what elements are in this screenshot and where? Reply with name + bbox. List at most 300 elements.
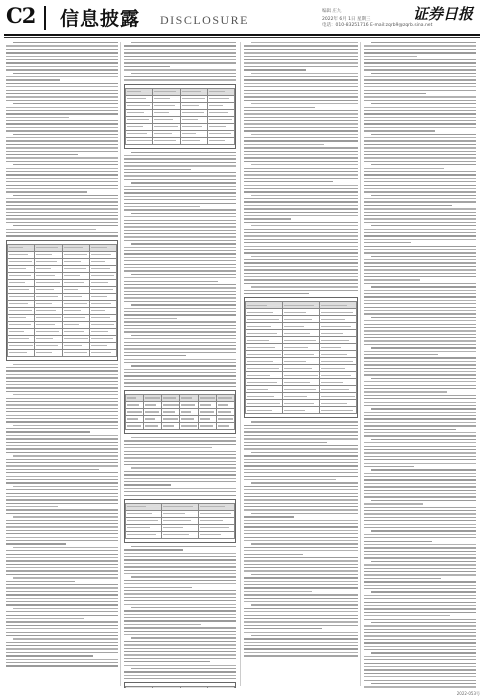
text-line bbox=[13, 134, 118, 135]
cell-text bbox=[64, 352, 87, 353]
text-line bbox=[364, 574, 476, 575]
text-line bbox=[6, 493, 118, 494]
text-line bbox=[13, 638, 118, 639]
table-cell bbox=[62, 321, 89, 328]
text-line bbox=[244, 242, 358, 243]
text-line bbox=[6, 652, 118, 653]
table-row bbox=[126, 415, 235, 422]
text-line bbox=[6, 587, 118, 588]
cell-text bbox=[163, 513, 185, 514]
body-text-block bbox=[6, 364, 118, 667]
masthead-contact: 电话：010-83251716 E-mail:zqrb9@zqrb.sina.net bbox=[322, 23, 433, 28]
table-cell bbox=[126, 102, 153, 109]
text-line bbox=[251, 225, 358, 226]
table-cell bbox=[62, 286, 89, 293]
text-line bbox=[364, 212, 476, 213]
text-line bbox=[244, 533, 358, 534]
text-line bbox=[244, 201, 358, 202]
table-cell bbox=[198, 531, 234, 538]
table-row bbox=[8, 342, 117, 349]
section-title-cn: 信息披露 bbox=[60, 8, 141, 30]
table-cell bbox=[198, 415, 216, 422]
table-cell bbox=[8, 293, 35, 300]
text-line bbox=[244, 540, 358, 541]
text-line bbox=[124, 240, 236, 241]
text-line bbox=[6, 648, 118, 649]
cell-text bbox=[154, 119, 173, 120]
text-line bbox=[124, 199, 236, 200]
table-cell bbox=[35, 335, 62, 342]
text-line bbox=[364, 632, 476, 633]
cell-text bbox=[163, 506, 193, 507]
text-line bbox=[364, 669, 476, 670]
table-cell bbox=[8, 279, 35, 286]
cell-text bbox=[284, 361, 306, 362]
cell-text bbox=[127, 520, 158, 521]
table-cell bbox=[126, 109, 153, 116]
table-row bbox=[126, 123, 235, 130]
text-line bbox=[364, 612, 476, 613]
text-line bbox=[124, 580, 236, 581]
table-cell bbox=[283, 316, 320, 323]
cell-text bbox=[209, 140, 225, 141]
text-line bbox=[6, 438, 118, 439]
cell-text bbox=[182, 140, 201, 141]
text-line bbox=[6, 496, 118, 497]
cell-text bbox=[321, 382, 343, 383]
table-cell bbox=[283, 351, 320, 358]
text-line bbox=[124, 301, 236, 302]
text-line bbox=[364, 673, 476, 674]
text-line bbox=[364, 642, 476, 643]
text-line bbox=[124, 604, 236, 605]
text-line bbox=[364, 337, 476, 338]
table-row bbox=[126, 687, 235, 688]
text-line bbox=[6, 476, 118, 477]
text-line bbox=[364, 191, 476, 192]
table-cell bbox=[180, 116, 207, 123]
table-row bbox=[246, 379, 357, 386]
text-line bbox=[6, 144, 118, 145]
table-cell bbox=[246, 386, 283, 393]
text-line bbox=[6, 570, 118, 571]
text-line bbox=[6, 550, 118, 551]
text-line bbox=[6, 222, 118, 223]
text-line bbox=[6, 513, 118, 514]
text-line bbox=[6, 110, 118, 111]
text-line bbox=[244, 459, 358, 460]
text-line bbox=[244, 462, 358, 463]
cell-text bbox=[218, 411, 231, 412]
cell-text bbox=[284, 347, 308, 348]
text-line bbox=[124, 79, 236, 80]
text-line bbox=[244, 428, 358, 429]
text-line bbox=[364, 66, 476, 67]
table-cell bbox=[153, 102, 180, 109]
text-line bbox=[364, 493, 476, 494]
text-line bbox=[251, 543, 358, 544]
text-line bbox=[6, 208, 118, 209]
table-cell bbox=[320, 344, 357, 351]
text-line bbox=[124, 345, 236, 346]
table-row bbox=[126, 116, 235, 123]
text-line bbox=[6, 212, 118, 213]
cell-text bbox=[91, 331, 108, 332]
text-line bbox=[244, 279, 358, 280]
text-line bbox=[364, 140, 476, 141]
cell-text bbox=[145, 411, 158, 412]
text-line bbox=[244, 52, 358, 53]
text-line bbox=[364, 307, 476, 308]
text-line bbox=[364, 517, 476, 518]
text-line bbox=[6, 655, 93, 656]
text-line bbox=[6, 181, 118, 182]
table-cell bbox=[198, 394, 216, 401]
body-text-block bbox=[244, 421, 358, 656]
text-line bbox=[124, 620, 236, 621]
table-cell bbox=[89, 300, 116, 307]
text-line bbox=[364, 157, 476, 158]
text-line bbox=[6, 469, 99, 470]
cell-text bbox=[36, 331, 59, 332]
cell-text bbox=[91, 275, 115, 276]
text-line bbox=[364, 374, 476, 375]
text-line bbox=[371, 347, 476, 348]
text-line bbox=[244, 83, 358, 84]
table-cell bbox=[320, 351, 357, 358]
cell-text bbox=[247, 319, 279, 320]
text-line bbox=[6, 540, 118, 541]
cell-text bbox=[284, 326, 304, 327]
table-cell bbox=[283, 365, 320, 372]
text-line bbox=[131, 182, 236, 183]
table-cell bbox=[162, 531, 198, 538]
text-line bbox=[131, 213, 236, 214]
text-line bbox=[244, 76, 358, 77]
text-line bbox=[251, 256, 358, 257]
table-row bbox=[126, 531, 235, 538]
cell-text bbox=[200, 534, 222, 535]
table-cell bbox=[126, 531, 162, 538]
text-line bbox=[6, 215, 118, 216]
text-line bbox=[371, 195, 476, 196]
text-line bbox=[124, 644, 236, 645]
cell-text bbox=[36, 261, 56, 262]
cell-text bbox=[154, 133, 171, 134]
text-line bbox=[6, 523, 118, 524]
text-line bbox=[124, 226, 236, 227]
table-cell bbox=[180, 401, 198, 408]
data-table bbox=[124, 390, 236, 434]
text-line bbox=[371, 622, 476, 623]
text-line bbox=[244, 198, 358, 199]
text-line bbox=[6, 93, 118, 94]
cell-text bbox=[247, 403, 280, 404]
text-line bbox=[124, 617, 236, 618]
text-line bbox=[13, 516, 118, 517]
text-line bbox=[364, 246, 476, 247]
text-line bbox=[124, 444, 236, 445]
text-line bbox=[6, 377, 118, 378]
text-line bbox=[371, 164, 476, 165]
text-line bbox=[244, 425, 358, 426]
text-line bbox=[6, 198, 118, 199]
text-line bbox=[364, 656, 476, 657]
body-text-block bbox=[6, 42, 118, 237]
text-line bbox=[6, 418, 118, 419]
cell-text bbox=[127, 91, 141, 92]
text-line bbox=[124, 206, 200, 207]
text-line bbox=[124, 651, 236, 652]
table-cell bbox=[198, 510, 234, 517]
cell-text bbox=[321, 361, 353, 362]
body-text-block bbox=[124, 152, 236, 387]
column-1 bbox=[6, 40, 118, 688]
text-line bbox=[244, 93, 358, 94]
text-line bbox=[124, 654, 236, 655]
text-line bbox=[124, 179, 236, 180]
text-line bbox=[364, 402, 476, 403]
text-line bbox=[244, 140, 358, 141]
text-line bbox=[364, 249, 476, 250]
table-cell bbox=[180, 137, 207, 144]
table-cell bbox=[216, 408, 234, 415]
table-cell bbox=[89, 342, 116, 349]
text-line bbox=[364, 432, 476, 433]
cell-text bbox=[64, 331, 84, 332]
table-cell bbox=[8, 272, 35, 279]
table-cell bbox=[246, 400, 283, 407]
text-line bbox=[6, 411, 118, 412]
cell-text bbox=[182, 126, 202, 127]
cell-text bbox=[36, 345, 58, 346]
text-line bbox=[124, 338, 236, 339]
table-cell bbox=[89, 321, 116, 328]
cell-text bbox=[284, 333, 310, 334]
text-line bbox=[364, 151, 476, 152]
table-cell bbox=[62, 300, 89, 307]
text-line bbox=[364, 588, 476, 589]
cell-text bbox=[64, 254, 88, 255]
table-cell bbox=[153, 109, 180, 116]
text-line bbox=[364, 635, 476, 636]
text-line bbox=[124, 590, 236, 591]
text-line bbox=[6, 83, 118, 84]
text-line bbox=[6, 188, 118, 189]
table-cell bbox=[283, 400, 320, 407]
table-cell bbox=[89, 307, 116, 314]
table-cell bbox=[62, 265, 89, 272]
text-line bbox=[364, 547, 476, 548]
text-line bbox=[244, 567, 358, 568]
text-line bbox=[364, 557, 476, 558]
text-line bbox=[364, 154, 476, 155]
table-cell bbox=[126, 394, 144, 401]
text-line bbox=[244, 273, 358, 274]
table-row bbox=[8, 279, 117, 286]
cell-text bbox=[36, 338, 53, 339]
text-line bbox=[124, 69, 236, 70]
table-row bbox=[8, 349, 117, 356]
text-line bbox=[131, 467, 236, 468]
body-text-block bbox=[124, 437, 236, 496]
cell-text bbox=[284, 354, 314, 355]
cell-text bbox=[218, 404, 228, 405]
table-cell bbox=[126, 687, 153, 688]
table-cell bbox=[8, 335, 35, 342]
text-line bbox=[371, 530, 476, 531]
text-line bbox=[371, 408, 476, 409]
cell-text bbox=[247, 396, 274, 397]
text-line bbox=[124, 209, 236, 210]
table-cell bbox=[246, 323, 283, 330]
table-cell bbox=[126, 401, 144, 408]
cell-text bbox=[127, 112, 144, 113]
shareholder-table bbox=[244, 297, 358, 418]
text-line bbox=[364, 123, 476, 124]
text-line bbox=[244, 564, 358, 565]
text-line bbox=[124, 62, 236, 63]
text-line bbox=[364, 412, 476, 413]
text-line bbox=[124, 451, 236, 452]
cell-text bbox=[64, 324, 80, 325]
cell-text bbox=[321, 375, 351, 376]
table-cell bbox=[35, 321, 62, 328]
column-divider bbox=[360, 42, 361, 686]
text-line bbox=[364, 486, 476, 487]
cell-text bbox=[9, 254, 28, 255]
text-line bbox=[124, 661, 210, 662]
text-line bbox=[131, 152, 236, 153]
cell-text bbox=[321, 305, 347, 306]
text-line bbox=[244, 86, 358, 87]
cell-text bbox=[145, 418, 154, 419]
newspaper-logo: 证券日报 bbox=[413, 5, 474, 23]
table-row bbox=[126, 524, 235, 531]
cell-text bbox=[36, 289, 53, 290]
text-line bbox=[6, 398, 118, 399]
text-line bbox=[244, 90, 358, 91]
text-line bbox=[6, 178, 118, 179]
table-cell bbox=[283, 323, 320, 330]
cell-text bbox=[284, 319, 312, 320]
table-cell bbox=[320, 316, 357, 323]
text-line bbox=[124, 192, 236, 193]
column-4 bbox=[364, 40, 476, 688]
text-line bbox=[124, 220, 236, 221]
text-line bbox=[124, 352, 236, 353]
text-line bbox=[244, 49, 358, 50]
table-cell bbox=[126, 137, 153, 144]
text-line bbox=[124, 76, 236, 77]
text-line bbox=[364, 310, 476, 311]
text-line bbox=[6, 465, 118, 466]
text-line bbox=[124, 457, 236, 458]
text-line bbox=[124, 328, 236, 329]
text-line bbox=[371, 134, 476, 135]
text-line bbox=[124, 379, 236, 380]
text-line bbox=[364, 198, 476, 199]
text-line bbox=[364, 56, 417, 57]
cell-text bbox=[36, 352, 51, 353]
text-line bbox=[124, 257, 236, 258]
table-cell bbox=[283, 358, 320, 365]
cell-text bbox=[321, 396, 355, 397]
cell-text bbox=[247, 375, 270, 376]
cell-text bbox=[247, 347, 275, 348]
text-line bbox=[251, 134, 358, 135]
text-line bbox=[244, 489, 358, 490]
table-cell bbox=[35, 300, 62, 307]
table-cell bbox=[35, 244, 62, 251]
table-row bbox=[246, 330, 357, 337]
text-line bbox=[364, 578, 441, 579]
text-line bbox=[6, 185, 118, 186]
text-line bbox=[364, 283, 476, 284]
cell-text bbox=[64, 303, 87, 304]
table-row bbox=[126, 510, 235, 517]
text-line bbox=[131, 243, 236, 244]
table-row bbox=[246, 351, 357, 358]
text-line bbox=[364, 344, 476, 345]
cell-text bbox=[64, 345, 83, 346]
text-line bbox=[364, 93, 426, 94]
text-line bbox=[6, 201, 118, 202]
text-line bbox=[6, 151, 118, 152]
cell-text bbox=[284, 382, 310, 383]
table-cell bbox=[126, 510, 162, 517]
text-line bbox=[244, 130, 358, 131]
text-line bbox=[364, 463, 476, 464]
text-line bbox=[364, 564, 476, 565]
table-cell bbox=[8, 265, 35, 272]
cell-text bbox=[127, 534, 156, 535]
cell-text bbox=[127, 513, 152, 514]
text-line bbox=[244, 628, 322, 629]
text-line bbox=[6, 408, 118, 409]
table-row bbox=[8, 286, 117, 293]
text-line bbox=[6, 86, 118, 87]
cell-text bbox=[9, 324, 31, 325]
text-line bbox=[131, 607, 236, 608]
text-line bbox=[251, 635, 358, 636]
text-line bbox=[131, 437, 236, 438]
text-line bbox=[6, 174, 118, 175]
cell-text bbox=[209, 91, 225, 92]
cell-text bbox=[154, 126, 177, 127]
text-line bbox=[244, 178, 358, 179]
table-cell bbox=[35, 293, 62, 300]
text-line bbox=[6, 506, 58, 507]
cell-text bbox=[154, 91, 176, 92]
table-row bbox=[8, 300, 117, 307]
disclosure-table bbox=[6, 240, 118, 361]
text-line bbox=[124, 158, 236, 159]
text-line bbox=[124, 553, 236, 554]
text-line bbox=[244, 591, 312, 592]
table-cell bbox=[162, 408, 180, 415]
text-line bbox=[6, 604, 118, 605]
cell-text bbox=[64, 310, 81, 311]
table-cell bbox=[144, 394, 162, 401]
cell-text bbox=[163, 418, 177, 419]
table-cell bbox=[144, 408, 162, 415]
text-line bbox=[124, 587, 192, 588]
text-line bbox=[6, 594, 118, 595]
text-line bbox=[364, 639, 476, 640]
text-line bbox=[364, 117, 476, 118]
cell-text bbox=[91, 310, 105, 311]
